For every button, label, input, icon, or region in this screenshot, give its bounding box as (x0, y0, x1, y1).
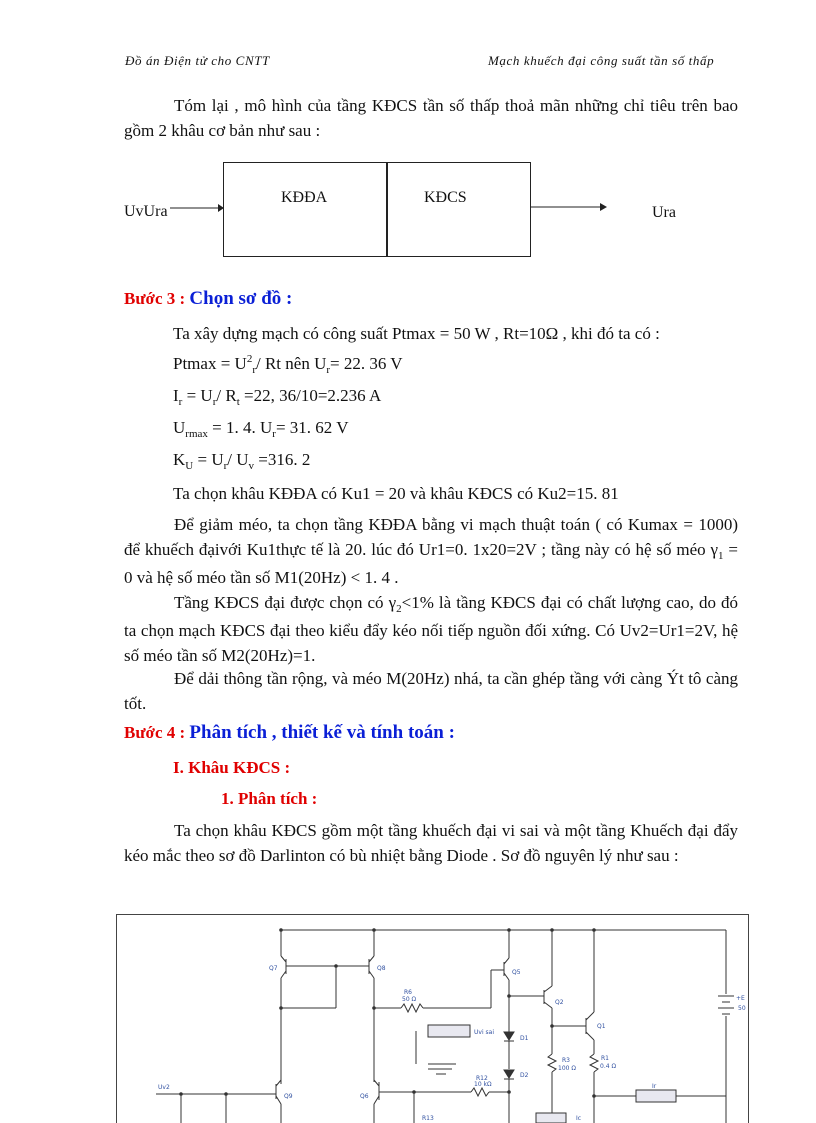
label-q9: Q9 (284, 1093, 293, 1100)
label-r6: R6 (404, 989, 412, 996)
block-kdda-label: KĐĐA (281, 189, 328, 206)
step4-prefix: Bước 4 : (124, 723, 186, 742)
label-r1: R1 (601, 1055, 609, 1062)
label-q2: Q2 (555, 999, 564, 1006)
step3-line1: Ta xây dựng mạch có công suất Ptmax = 50 W , Rt=10Ω , khi đó ta có : (173, 324, 660, 343)
label-q1: Q1 (597, 1023, 606, 1030)
circuit-schematic (116, 914, 750, 1123)
output-label: Ura (652, 204, 676, 221)
step4-heading (124, 722, 455, 744)
label-r3: R3 (562, 1057, 570, 1064)
step3-para1: Để giảm méo, ta chọn tầng KĐĐA bằng vi mạch thuật toán ( có Kumax = 1000) để khuếch đạivới Ku1thực tế là 20. lúc đó Ur1=0. 1x20=2V ; tầng này có hệ số méo $\gamma_1 = 0$ và hệ số méo tần số M1(20Hz) < 1. 4 . (124, 515, 738, 587)
equation-ir: $I_r = U_r/$ $R_t =22$, 36/10=2.236 A (173, 386, 382, 408)
label-ir: Ir (652, 1083, 657, 1090)
step3-line6: Ta chọn khâu KĐĐA có Ku1 = 20 và khâu KĐCS có Ku2=15. 81 (173, 484, 619, 503)
label-d1: D1 (520, 1035, 529, 1042)
ir-probe (636, 1090, 676, 1102)
intro-paragraph: Tóm lại , mô hình của tầng KĐCS tần số thấp thoả mãn những chỉ tiêu trên bao gồm 2 khâu cơ bản như sau : (124, 96, 738, 140)
uvi-probe (428, 1025, 470, 1037)
block-kdcs-label: KĐCS (424, 189, 467, 206)
label-r12-value: 10 kΩ (474, 1081, 492, 1088)
block-kdcs (386, 162, 531, 257)
block-kdda (223, 162, 388, 257)
label-r13: R13 (422, 1115, 434, 1122)
step4-paragraph: Ta chọn khâu KĐCS gồm một tầng khuếch đại vi sai và một tầng Khuếch đại đẩy kéo mắc theo sơ đồ Darlinton có bù nhiệt bằng Diode . Sơ đồ nguyên lý như sau : (124, 821, 738, 865)
step3-para3: Để dải thông tần rộng, và méo M(20Hz) nhá, ta cần ghép tầng với càng Ýt tô càng tốt. (124, 669, 738, 713)
header-left: Đồ án Điện tử cho CNTT (125, 53, 270, 68)
label-r1-value: 0.4 Ω (600, 1063, 617, 1070)
label-r3-value: 100 Ω (558, 1065, 576, 1072)
label-r12: R12 (476, 1075, 488, 1082)
label-battery-value: 50 (738, 1005, 746, 1012)
label-uvi: Uvi sai (474, 1029, 494, 1036)
label-uv2: Uv2 (158, 1084, 170, 1091)
ic-probe (536, 1113, 566, 1123)
step3-prefix: Bước 3 : (124, 289, 186, 308)
label-q5: Q5 (512, 969, 521, 976)
step3-para2: Tầng KĐCS đại được chọn có $\gamma_2<1\%$ là tầng KĐCS đại có chất lượng cao, do đó ta chọn mạch KĐCS đại theo kiểu đẩy kéo nối tiếp nguồn đối xứng. Có Uv2=Ur1=2V, hệ số méo tần số M2(20Hz)=1. (124, 593, 738, 665)
subsection-1-heading: 1. Phân tích : (221, 789, 318, 808)
label-q7: Q7 (269, 965, 278, 972)
step3-title: Chọn sơ đồ : (189, 288, 293, 309)
label-r6-value: 50 Ω (402, 996, 417, 1003)
label-q6: Q6 (360, 1093, 369, 1100)
label-q8: Q8 (377, 965, 386, 972)
step4-title: Phân tích , thiết kế và tính toán : (189, 722, 455, 743)
label-d2: D2 (520, 1072, 529, 1079)
equation-urmax: $U_{rmax} = 1$. 4. $U_r= 31$. 62 V (173, 418, 349, 440)
header-right: Mạch khuếch đại công suất tần số thấp (488, 53, 715, 68)
section-i-heading: I. Khâu KĐCS : (173, 758, 291, 777)
label-battery: +E (736, 995, 745, 1002)
equation-ptmax: $Ptmax = U^2_r/$ Rt nên $U_r= 22$. 36 V (173, 353, 403, 376)
label-ic: Ic (576, 1115, 582, 1122)
step3-heading (124, 288, 292, 310)
equation-ku: $K_U = U_r/$ $U_v =316$. 2 (173, 450, 311, 472)
input-label: UvUra (124, 203, 168, 220)
arrow-right-icon (600, 203, 607, 211)
